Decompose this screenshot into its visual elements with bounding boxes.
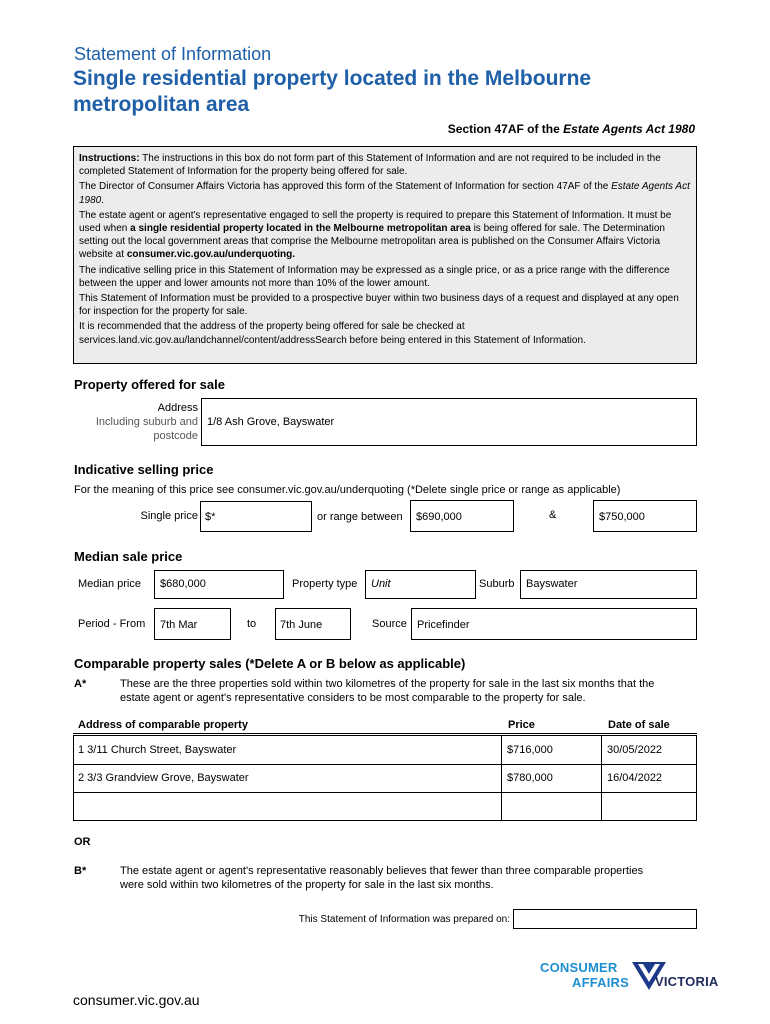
option-a-text-2: estate agent or agent's representative considers to be most comparable to the property for sale. [120, 692, 586, 704]
instructions-text-3-bold: a single residential property located in the Melbourne metropolitan area [130, 223, 471, 235]
property-type-label: Property type [292, 578, 358, 590]
logo-affairs: AFFAIRS [572, 975, 630, 990]
instructions-text-3b: is being offered for sale. The Determination setting out the local government areas that comprise the Melbourne metropolitan area is published on the Consumer Affairs Victoria website at [79, 223, 665, 261]
comparable-table [73, 735, 697, 821]
suburb-field[interactable] [520, 570, 697, 599]
option-a-marker: A* [74, 678, 87, 690]
single-price-label: Single price [140, 510, 198, 522]
indicative-heading: Indicative selling price [74, 462, 214, 477]
source-label: Source [372, 618, 407, 630]
section-reference-prefix: Section 47AF of the [447, 122, 564, 136]
address-label-1: Address [157, 402, 198, 414]
address-label-2: Including suburb and [95, 416, 198, 428]
table-row-1-price[interactable]: $716,000 [507, 744, 553, 756]
or-label: OR [74, 836, 91, 848]
form-title-line-2: metropolitan area [73, 93, 250, 116]
table-row-2-date[interactable]: 16/04/2022 [607, 772, 663, 784]
table-header-rule [73, 733, 697, 734]
table-row-1-address[interactable]: 1 3/11 Church Street, Bayswater [78, 744, 237, 756]
option-b-text-2: were sold within two kilometres of the property for sale in the last six months. [120, 879, 494, 891]
logo-consumer: CONSUMER [540, 960, 618, 975]
table-col-divider [501, 736, 502, 820]
address-field[interactable] [201, 398, 697, 446]
median-heading: Median sale price [74, 549, 183, 564]
comparable-heading: Comparable property sales (*Delete A or B below as applicable) [74, 656, 466, 671]
col-address-header: Address of comparable property [78, 719, 248, 731]
instructions-para-3 [79, 209, 691, 262]
median-price-value: $680,000 [160, 578, 206, 590]
instructions-act: Estate Agents Act 1980 [79, 181, 690, 206]
table-row-divider [74, 764, 696, 765]
address-value: 1/8 Ash Grove, Bayswater [207, 416, 335, 428]
instructions-para-1 [79, 152, 691, 178]
range-low-value: $690,000 [416, 511, 462, 523]
section-reference-act: Estate Agents Act 1980 [563, 122, 695, 136]
indicative-note: For the meaning of this price see consumer.vic.gov.au/underquoting (*Delete single price or range as applicable) [74, 484, 621, 496]
instructions-text-2: The Director of Consumer Affairs Victoria has approved this form of the Statement of Information for section 47AF of the [79, 181, 612, 193]
consumer-affairs-logo [538, 958, 718, 994]
single-price-field[interactable] [200, 501, 312, 532]
address-label-3: postcode [153, 430, 198, 442]
range-ampersand: & [549, 509, 557, 521]
period-to-field[interactable] [275, 608, 351, 640]
instructions-text-3a: The estate agent or agent's representative engaged to sell the property is required to prepare this Statement of Information. It must be used when [79, 209, 672, 235]
property-type-value: Unit [371, 578, 391, 590]
instructions-para-4: The indicative selling price in this Statement of Information may be expressed as a single price, or as a price range with the difference between the upper and lower amounts not more than 10% of the lower amount. [79, 264, 670, 289]
instructions-para-6: It is recommended that the address of the property being offered for sale be checked at services.land.vic.gov.au/landchannel/content/addressSearch before being entered in this Statement of Information. [79, 321, 586, 346]
source-value: Pricefinder [417, 619, 470, 631]
table-row-2-price[interactable]: $780,000 [507, 772, 553, 784]
property-heading: Property offered for sale [74, 377, 225, 392]
instructions-box [73, 146, 697, 364]
table-row-1-date[interactable]: 30/05/2022 [607, 744, 663, 756]
table-row-divider [74, 792, 696, 793]
col-date-header: Date of sale [608, 719, 670, 731]
range-high-value: $750,000 [599, 511, 645, 523]
period-to-label: to [247, 618, 257, 630]
instructions-para-2 [79, 180, 691, 206]
instructions-text-1: The instructions in this box do not form part of this Statement of Information and are not required to be included in the completed Statement of Information for the property being offered for sale. [79, 153, 661, 178]
suburb-value: Bayswater [526, 578, 578, 590]
footer-url[interactable]: consumer.vic.gov.au [73, 992, 200, 1008]
section-reference [448, 122, 695, 136]
instructions-text-2-end: . [101, 194, 105, 206]
single-price-value: $* [205, 511, 216, 523]
range-low-field[interactable] [410, 500, 514, 532]
option-a-text-1: These are the three properties sold within two kilometres of the property for sale in the last six months that the [120, 678, 655, 690]
period-from-field[interactable] [154, 608, 231, 640]
option-b-marker: B* [74, 865, 87, 877]
prepared-on-field[interactable] [513, 909, 697, 929]
range-label: or range between [317, 511, 403, 523]
median-price-label: Median price [78, 578, 141, 590]
table-col-divider [601, 736, 602, 820]
median-price-field[interactable] [154, 570, 284, 599]
source-field[interactable] [411, 608, 697, 640]
suburb-label: Suburb [479, 578, 515, 590]
col-price-header: Price [508, 719, 535, 731]
underquoting-link[interactable]: consumer.vic.gov.au/underquoting. [126, 249, 295, 261]
logo-victoria: VICTORIA [655, 974, 719, 989]
form-title-line-1: Single residential property located in the Melbourne [73, 67, 592, 90]
period-to-value: 7th June [280, 619, 323, 631]
period-from-label: Period - From [78, 618, 146, 630]
property-type-field[interactable] [365, 570, 476, 599]
period-from-value: 7th Mar [160, 619, 198, 631]
option-b-text-1: The estate agent or agent's representative reasonably believes that fewer than three comparable properties [120, 865, 644, 877]
instructions-para-5: This Statement of Information must be provided to a prospective buyer within two business days of a request and displayed at any open for inspection for the property for sale. [79, 293, 679, 318]
range-high-field[interactable] [593, 500, 697, 532]
table-row-2-address[interactable]: 2 3/3 Grandview Grove, Bayswater [78, 772, 249, 784]
instructions-label: Instructions: [79, 153, 140, 164]
form-kicker: Statement of Information [74, 44, 272, 64]
prepared-on-label: This Statement of Information was prepared on: [298, 914, 510, 925]
